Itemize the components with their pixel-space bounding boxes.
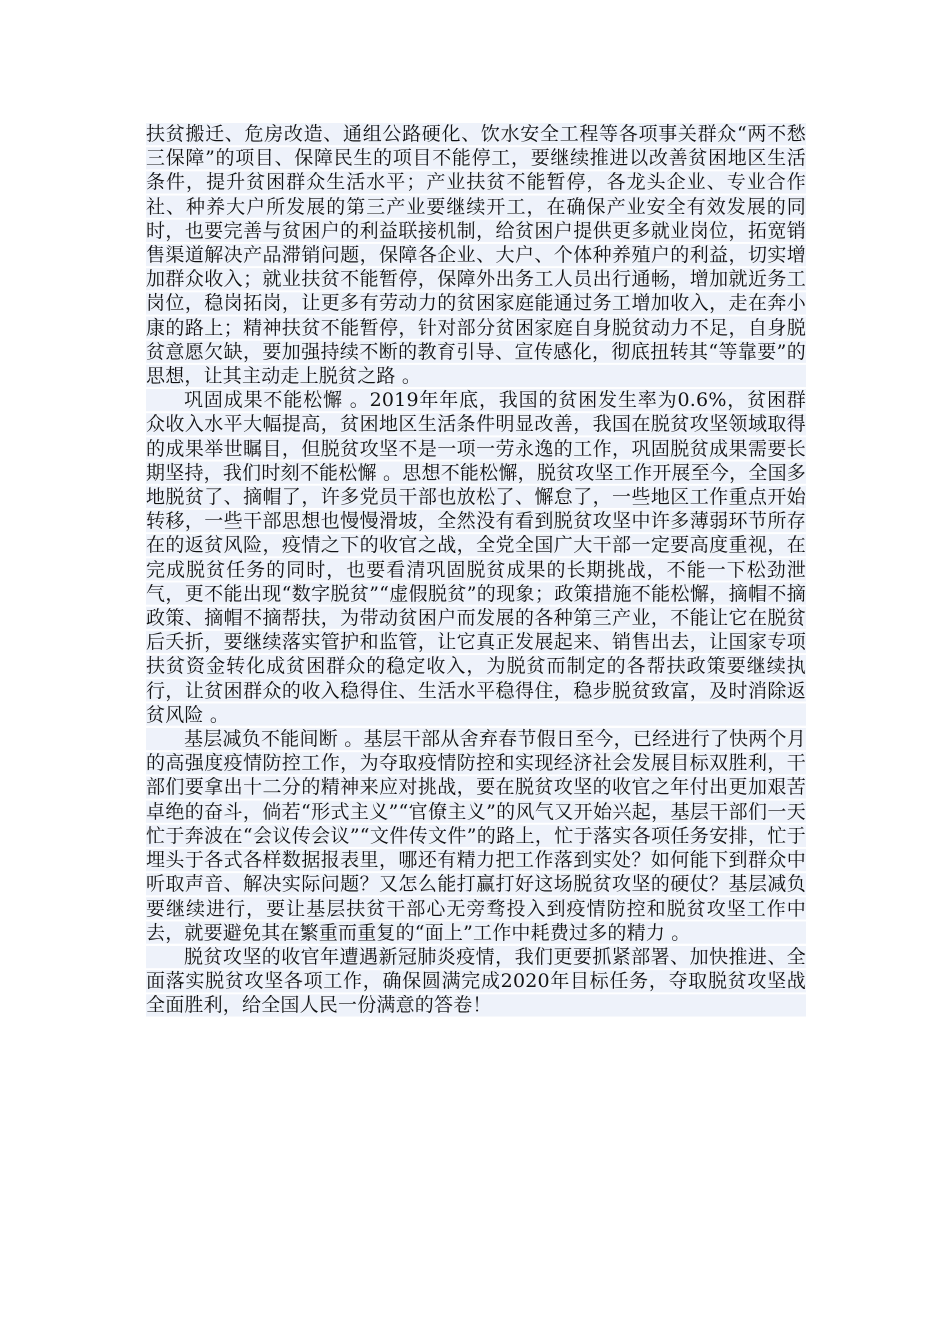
paragraph-consolidate-results: 巩固成果不能松懈 。2019年年底，我国的贫困发生率为0.6%，贫困群众收入水平大幅提高，贫困地区生活条件明显改善，我国在脱贫攻坚领域取得的成果举世瞩目，但脱贫攻坚不是一项一劳永逸的工作，巩固脱贫成果需要长期坚持，我们时刻不能松懈 。思想不能松懈，脱贫攻坚工作开展至今，全国多地脱贫了、摘帽了，许多党员干部也放松了、懈怠了，一些地区工作重点开始转移，一些干部思想也慢慢滑坡，全然没有看到脱贫攻坚中许多薄弱环节所存在的返贫风险，疫情之下的收官之战，全党全国广大干部一定要高度重视，在完成脱贫任务的同时，也要看清巩固脱贫成果的长期挑战，不能一下松劲泄气，更不能出现“数字脱贫”“虚假脱贫”的现象；政策措施不能松懈，摘帽不摘政策、摘帽不摘帮扶，为带动贫困户而发展的各种第三产业，不能让它在脱贫后夭折，要继续落实管护和监管，让它真正发展起来、销售出去，让国家专项扶贫资金转化成贫困群众的稳定收入，为脱贫而制定的各帮扶政策要继续执行，让贫困群众的收入稳得住、生活水平稳得住，稳步脱贫致富，及时消除返贫风险 。 [146, 389, 806, 726]
paragraph-poverty-measures: 扶贫搬迁、危房改造、通组公路硬化、饮水安全工程等各项事关群众“两不愁三保障”的项目、保障民生的项目不能停工，要继续推进以改善贫困地区生活条件，提升贫困群众生活水平；产业扶贫不能暂停，各龙头企业、专业合作社、种养大户所发展的第三产业要继续开工，在确保产业安全有效发展的同时，也要完善与贫困户的利益联接机制，给贫困户提供更多就业岗位，拓宽销售渠道解决产品滞销问题，保障各企业、大户、个体种养殖户的利益，切实增加群众收入；就业扶贫不能暂停，保障外出务工人员出行通畅，增加就近务工岗位，稳岗拓岗，让更多有劳动力的贫困家庭能通过务工增加收入，走在奔小康的路上；精神扶贫不能暂停，针对部分贫困家庭自身脱贫动力不足，自身脱贫意愿欠缺，要加强持续不断的教育引导、宣传感化，彻底扭转其“等靠要”的思想，让其主动走上脱贫之路 。 [146, 123, 806, 388]
article-body [146, 122, 806, 1018]
paragraph-conclusion: 脱贫攻坚的收官年遭遇新冠肺炎疫情，我们更要抓紧部署、加快推进、全面落实脱贫攻坚各项工作，确保圆满完成2020年目标任务，夺取脱贫攻坚战全面胜利，给全国人民一份满意的答卷！ [146, 945, 806, 1017]
paragraph-grassroots-burden-reduction: 基层减负不能间断 。基层干部从舍弃春节假日至今，已经进行了快两个月的高强度疫情防控工作，为夺取疫情防控和实现经济社会发展目标双胜利，干部们要拿出十二分的精神来应对挑战，要在脱贫攻坚的收官之年付出更加艰苦卓绝的奋斗，倘若“形式主义”“官僚主义”的风气又开始兴起，基层干部们一天忙于奔波在“会议传会议”“文件传文件”的路上，忙于落实各项任务安排，忙于埋头于各式各样数据报表里，哪还有精力把工作落到实处？如何能下到群众中听取声音、解决实际问题？又怎么能打赢打好这场脱贫攻坚的硬仗？基层减负要继续进行，要让基层扶贫干部心无旁骛投入到疫情防控和脱贫攻坚工作中去，就要避免其在繁重而重复的“面上”工作中耗费过多的精力 。 [146, 728, 806, 944]
